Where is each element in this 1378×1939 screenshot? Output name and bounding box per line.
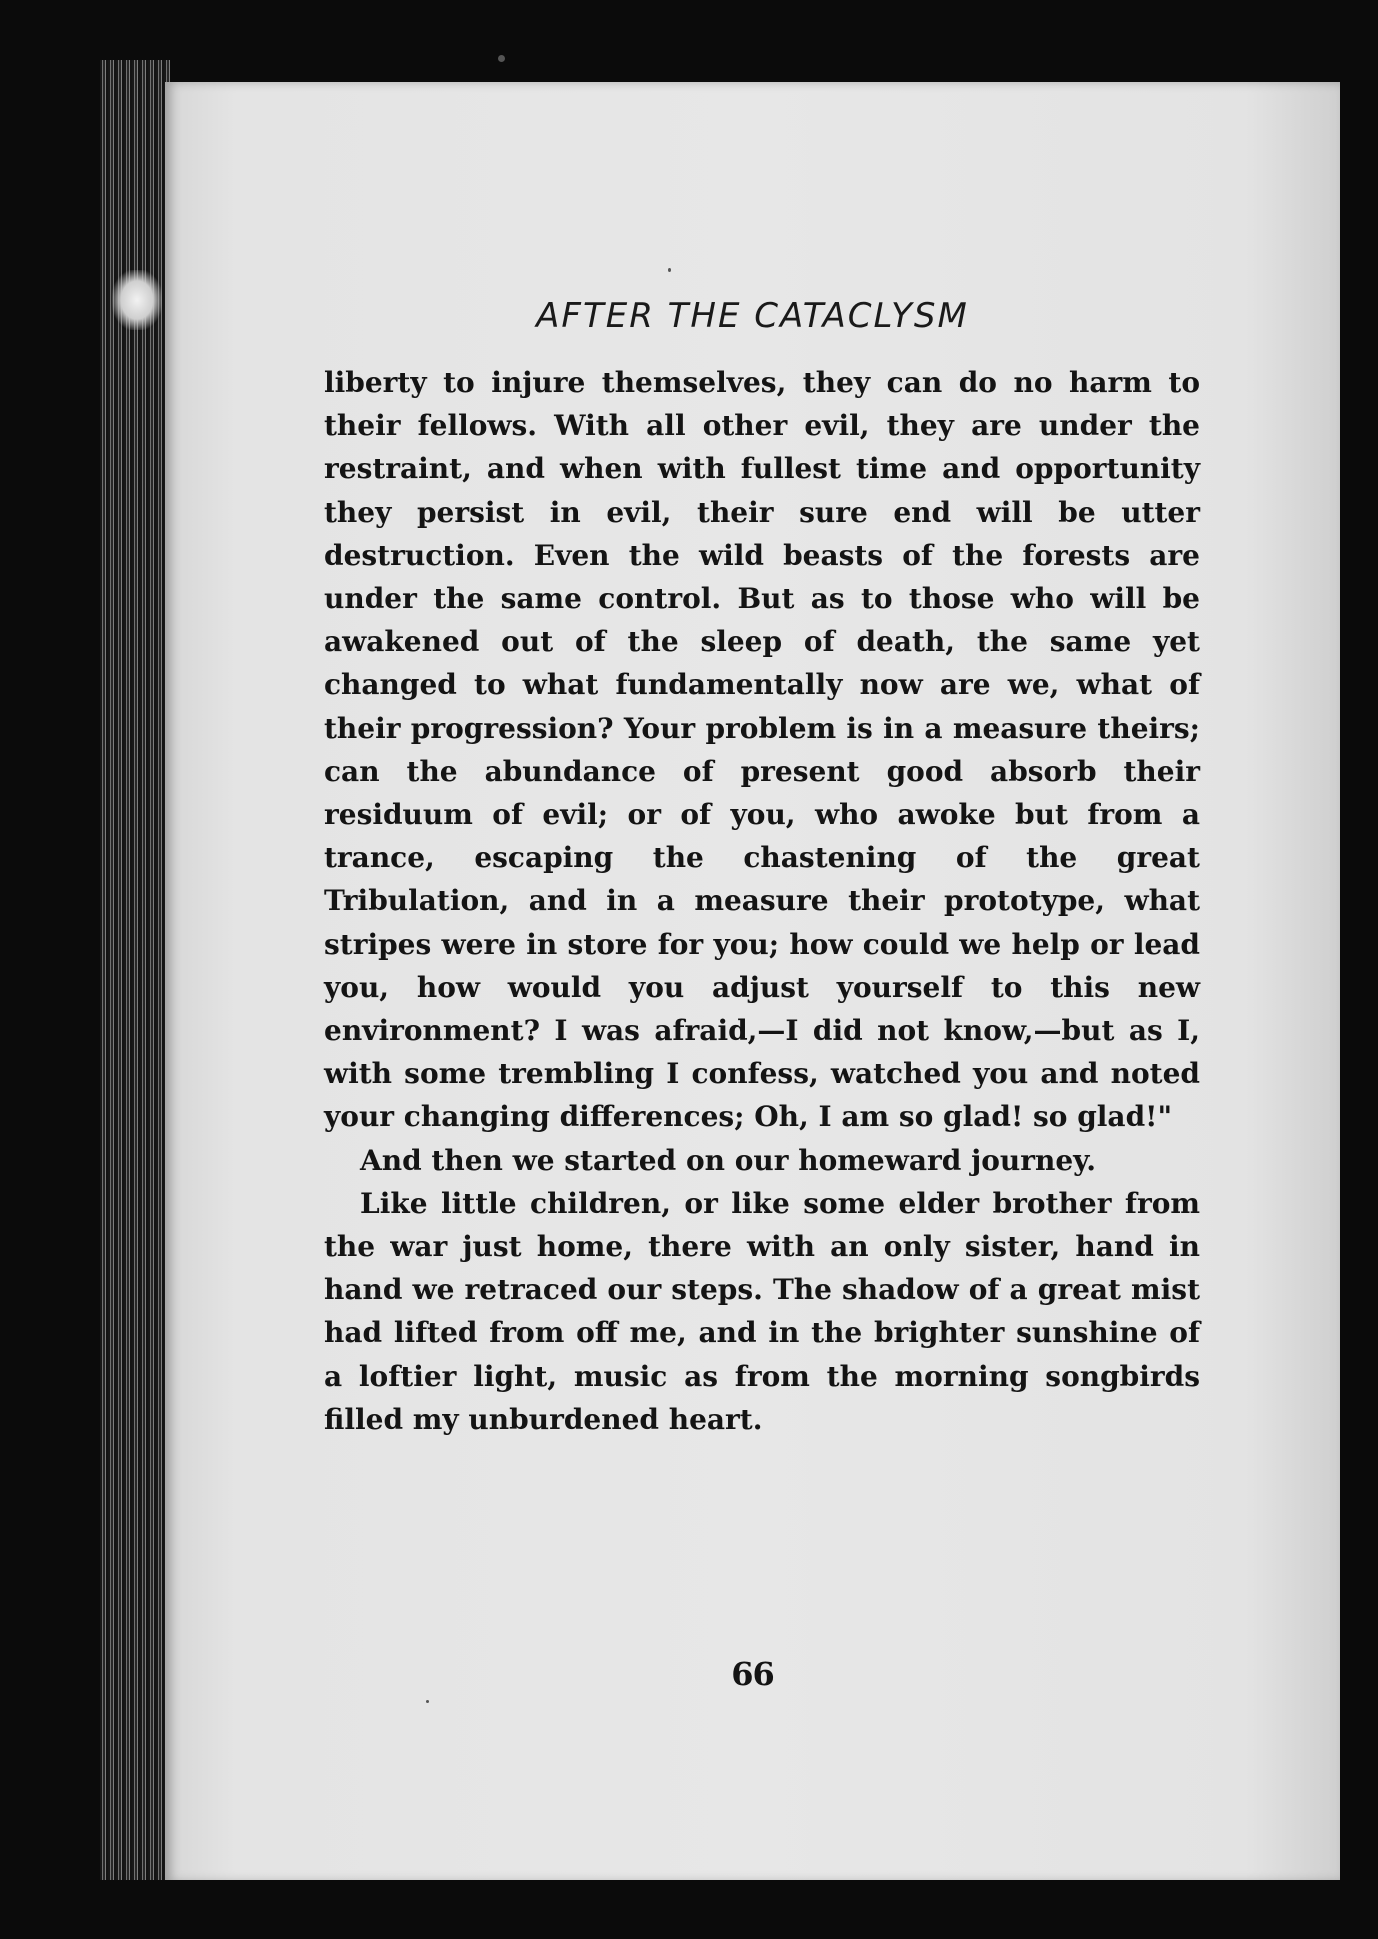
- running-head: AFTER THE CATACLYSM: [536, 296, 969, 336]
- paragraph-3: Like little children, or like some elder brother from the war just home, there with an only sister, hand in hand we retraced our steps. The shadow of a great mist had lifted from off me, and in the brighter sunshine of a loftier light, music as from the morning songbirds filled my unburdened heart.: [324, 1186, 1200, 1436]
- right-binding-edge: [1340, 80, 1378, 1939]
- paragraph-2: And then we started on our homeward journey.: [360, 1143, 1096, 1177]
- page-number: 66: [731, 1655, 774, 1693]
- top-scan-border: [0, 0, 1378, 82]
- bottom-scan-border: [0, 1880, 1378, 1939]
- dust-speck: [498, 55, 505, 62]
- dust-speck: [426, 1700, 429, 1703]
- paragraph-1: liberty to injure themselves, they can do no harm to their fellows. With all other evil, they are under the restraint, and when with fullest time and opportunity they persist in evil, their sure end will be utter destruction. Even the wild beasts of the forests are under the same control. But as to those who will be awakened out of the sleep of death, the same yet changed to what fundamentally now are we, what of their progression? Your problem is in a measure theirs; can the abundance of present good absorb their residuum of evil; or of you, who awoke but from a trance, escaping the chastening of the great Tribulation, and in a measure their prototype, what stripes were in store for you; how could we help or lead you, how would you adjust yourself to this new environment? I was afraid,—I did not know,—but as I, with some trembling I confess, watched you and noted your changing differences; Oh, I am so glad! so glad!": [324, 366, 1200, 1134]
- body-text: [324, 361, 1200, 1441]
- edge-glare: [112, 270, 162, 330]
- stacked-page-edges: [100, 60, 170, 1900]
- dust-speck: [668, 268, 671, 272]
